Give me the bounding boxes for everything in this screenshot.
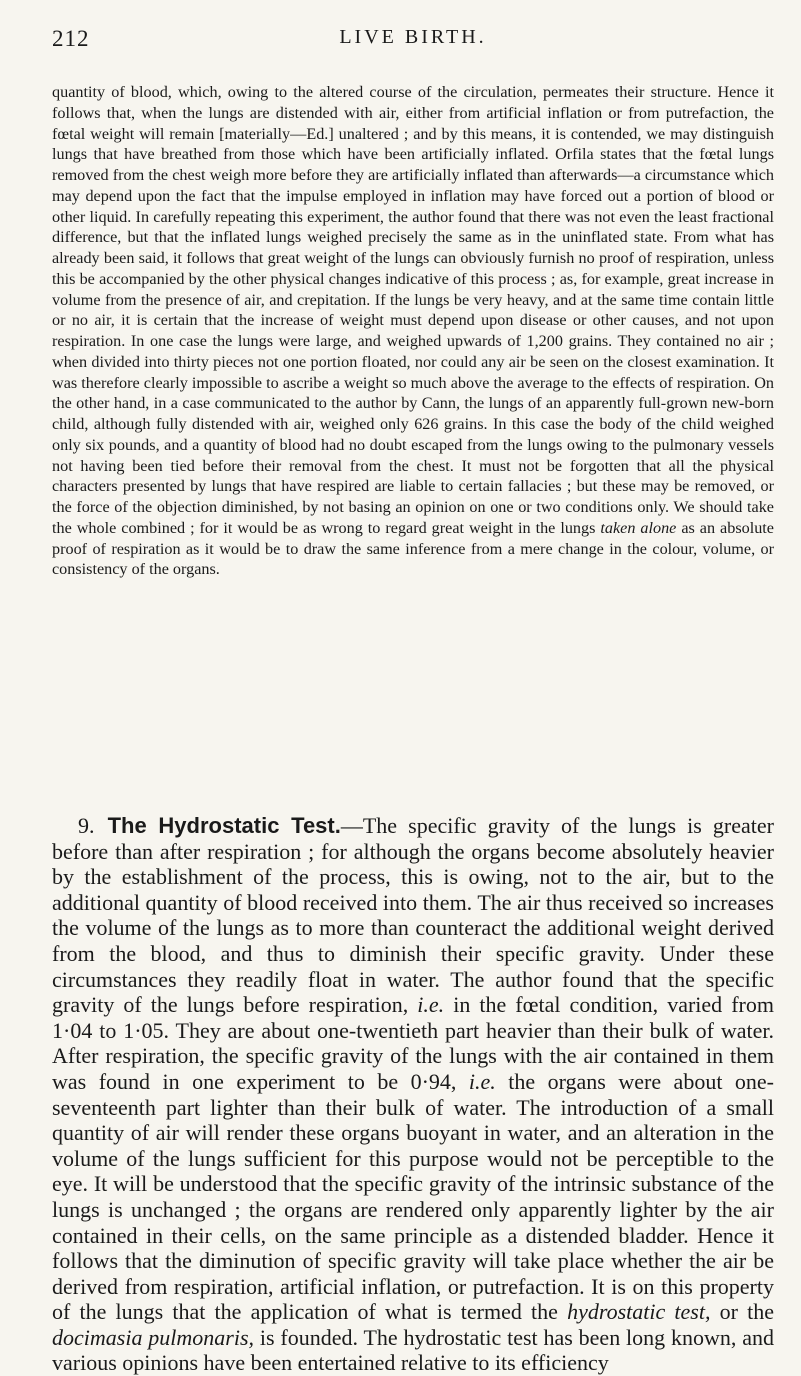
section-text: is founded. The hydrostatic test has been long known, and various opinions have been entertained relative to its efficiency [52, 1324, 774, 1376]
italic-text: taken alone [600, 518, 677, 537]
paragraph-text: quantity of blood, which, owing to the altered course of the circulation, permeates their structure. Hence it follows that, when the lungs are distended with air, either from artificial inflation or from putrefaction, the fœtal weight will remain [materially—Ed.] unaltered ; and by this means, it is contended, we may distinguish lungs that have breathed from those which have been artificially inflated. Orfila states that the fœtal lungs removed from the chest weigh more before they are artificially inflated than afterwards—a circumstance which may depend upon the fact that the impulse employed in inflation may have forced out a portion of blood or other liquid. In carefully repeating this experiment, the author found that there was not even the least fractional difference, but that the inflated lungs weighed precisely the same as in the uninflated state. From what has already been said, it follows that great weight of the lungs can obviously furnish no proof of respiration, unless this be accompanied by the other physical changes indicative of this process ; as, for example, great increase in volume from the presence of air, and crepitation. If the lungs be very heavy, and at the same time contain little or no air, it is certain that the increase of weight must depend upon disease or other causes, and not upon respiration. In one case the lungs were large, and weighed upwards of 1,200 grains. They contained no air ; when divided into thirty pieces not one portion floated, nor could any air be seen on the closest examination. It was therefore clearly impossible to ascribe a weight so much above the average to the effects of respiration. On the other hand, in a case communicated to the author by Cann, the lungs of an apparently full-grown new-born child, although fully distended with air, weighed only 626 grains. In this case the body of the child weighed only six pounds, and a quantity of blood had no doubt escaped from the lungs owing to the pulmonary vessels not having been tied before their removal from the chest. It must not be forgotten that all the physical characters presented by lungs that have respired are liable to certain fallacies ; but these may be removed, or the force of the objection diminished, by not basing an opinion on one or two conditions only. We should take the whole combined ; for it would be as wrong to regard great weight in the lungs [52, 83, 774, 537]
italic-term: hydrostatic test, [567, 1299, 711, 1325]
section-heading: The Hydrostatic Test. [107, 813, 341, 838]
paragraph-text: as an absolute proof of respiration as it would be to draw the same inference from a mere change in the colour, volume, or consistency of the organs. [52, 518, 774, 579]
italic-text: i.e. [417, 992, 445, 1018]
section-text: the organs were about one-seventeenth part lighter than their bulk of water. The introduction of a small quantity of air will render these organs buoyant in water, and an alteration in the volume of the lungs sufficient for this purpose would not be perceptible to the eye. It will be understood that the specific gravity of the intrinsic substance of the lungs is unchanged ; the organs are rendered only apparently lighter by the air contained in their cells, on the same principle as a distended bladder. Hence it follows that the diminution of specific gravity will take place whether the air be derived from respiration, artificial inflation, or putrefaction. It is on this property of the lungs that the application of what is termed the [52, 1068, 775, 1325]
section-number: 9. [78, 813, 95, 838]
heading-dash: — [340, 813, 363, 838]
section-text: or the [710, 1299, 775, 1325]
section-text: in the fœtal condition, varied from 1·04 to 1·05. They are about one-twentieth part heavier than their bulk of water. After respiration, the specific gravity of the lungs with the air contained in them was found in one experiment to be 0·94, [52, 992, 774, 1094]
italic-term: docimasia pulmonaris, [52, 1324, 255, 1350]
section-hydrostatic-test [52, 813, 774, 1376]
italic-text: i.e. [468, 1068, 496, 1094]
page-header [52, 26, 774, 66]
body-paragraph-small-print [52, 82, 774, 580]
page-number: 212 [52, 26, 90, 51]
section-text: The specific gravity of the lungs is greater before than after respiration ; for although the organs become absolutely heavier by the establishment of the process, this is owing, not to the air, but to the additional quantity of blood received into them. The air thus received so increases the volume of the lungs as to more than counteract the additional weight derived from the blood, and thus to diminish their specific gravity. Under these circumstances they readily float in water. The author found that the specific gravity of the lungs before respiration, [52, 813, 774, 1018]
running-head: LIVE BIRTH. [339, 26, 487, 48]
